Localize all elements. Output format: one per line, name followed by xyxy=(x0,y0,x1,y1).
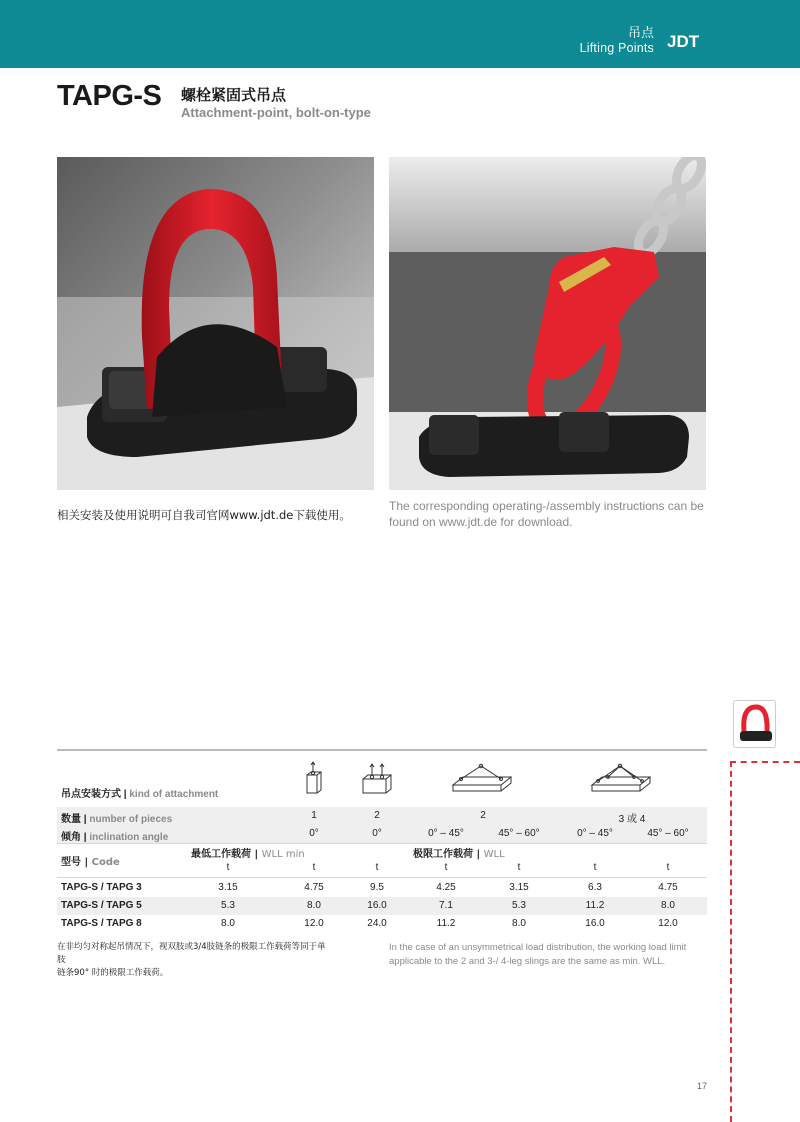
caption-cn: 相关安装及使用说明可自我司官网www.jdt.de下载使用。 xyxy=(57,508,351,522)
table-row xyxy=(57,915,707,933)
single-pull-icon xyxy=(279,761,349,795)
pieces-row xyxy=(57,807,707,825)
value-cell: 4.75 xyxy=(658,882,678,893)
wll-heading: 极限工作载荷 | WLL xyxy=(413,849,505,860)
product-photo-single xyxy=(57,157,374,490)
angle-value: 45° – 60° xyxy=(647,828,689,839)
pieces-label: 数量 | number of pieces xyxy=(61,814,173,825)
note-en: In the case of an unsymmetrical load distribution, the working load limit applicable to the 2 and 3-/ 4-leg slings are the same as min. WLL. xyxy=(389,942,687,967)
two-leg-sling-icon xyxy=(448,763,518,793)
product-name-cn: 螺栓紧固式吊点 xyxy=(181,86,287,104)
value-cell: 4.25 xyxy=(436,882,456,893)
unit-cell: t xyxy=(593,862,597,873)
product-code: TAPG-S xyxy=(57,80,162,112)
angle-row xyxy=(57,825,707,843)
row-code: TAPG-S / TAPG 3 xyxy=(61,882,142,893)
product-name-en: Attachment-point, bolt-on-type xyxy=(181,105,371,120)
double-pull-icon xyxy=(342,761,412,795)
angle-value: 0° xyxy=(309,828,319,839)
value-cell: 8.0 xyxy=(221,918,235,929)
value-cell: 8.0 xyxy=(307,900,321,911)
angle-value: 0° xyxy=(372,828,382,839)
wll-min-heading: 最低工作载荷 | WLL min xyxy=(191,849,305,860)
caption-en: The corresponding operating-/assembly instructions can be found on www.jdt.de for download. xyxy=(389,499,704,529)
unit-cell: t xyxy=(312,862,316,873)
value-cell: 24.0 xyxy=(367,918,387,929)
section-title-cn: 吊点 xyxy=(627,26,654,41)
value-cell: 5.3 xyxy=(221,900,235,911)
code-label: 型号 | Code xyxy=(61,857,120,868)
angle-label: 倾角 | inclination angle xyxy=(61,832,169,843)
unit-cell: t xyxy=(226,862,230,873)
value-cell: 5.3 xyxy=(512,900,526,911)
value-cell: 9.5 xyxy=(370,882,384,893)
angle-value: 0° – 45° xyxy=(577,828,613,839)
value-cell: 8.0 xyxy=(512,918,526,929)
value-cell: 12.0 xyxy=(658,918,678,929)
brand-logo xyxy=(667,29,707,53)
pieces-value: 2 xyxy=(374,810,380,821)
value-cell: 8.0 xyxy=(661,900,675,911)
angle-value: 0° – 45° xyxy=(428,828,464,839)
value-cell: 6.3 xyxy=(588,882,602,893)
note-cn xyxy=(57,941,327,980)
value-cell: 4.75 xyxy=(304,882,324,893)
value-cell: 12.0 xyxy=(304,918,324,929)
svg-text:JDT: JDT xyxy=(667,32,700,51)
note-cn-line: 在非均匀对称起吊情况下，视双肢或3/4肢链条的极限工作载荷等同于单肢 xyxy=(57,942,326,965)
side-thumbnail xyxy=(733,700,776,748)
row-separator xyxy=(57,843,707,844)
pieces-value: 1 xyxy=(311,810,317,821)
row-code: TAPG-S / TAPG 8 xyxy=(61,918,142,929)
unit-cell: t xyxy=(444,862,448,873)
attachment-label: 吊点安装方式 | kind of attachment xyxy=(61,789,219,800)
angle-value: 45° – 60° xyxy=(498,828,540,839)
note-cn-line: 链条90° 时的极限工作载荷。 xyxy=(57,968,169,978)
unit-cell: t xyxy=(666,862,670,873)
value-cell: 7.1 xyxy=(439,900,453,911)
product-photo-with-hook xyxy=(389,157,706,490)
table-row xyxy=(57,879,707,897)
unit-cell: t xyxy=(375,862,379,873)
dashed-guide-horizontal xyxy=(730,761,800,763)
page-number: 17 xyxy=(697,1081,708,1091)
row-code: TAPG-S / TAPG 5 xyxy=(61,900,142,911)
pieces-value: 3 或 4 xyxy=(618,814,646,825)
unit-cell: t xyxy=(517,862,521,873)
value-cell: 11.2 xyxy=(585,900,605,911)
row-separator xyxy=(57,877,707,878)
dashed-guide-vertical xyxy=(730,761,732,1122)
attachment-row xyxy=(57,749,707,801)
value-cell: 16.0 xyxy=(367,900,387,911)
pieces-value: 2 xyxy=(480,810,486,821)
value-cell: 16.0 xyxy=(585,918,605,929)
value-cell: 11.2 xyxy=(436,918,456,929)
value-cell: 3.15 xyxy=(218,882,238,893)
value-cell: 3.15 xyxy=(509,882,529,893)
section-title-en: Lifting Points xyxy=(579,41,654,55)
table-row xyxy=(57,897,707,915)
four-leg-sling-icon xyxy=(587,763,657,793)
